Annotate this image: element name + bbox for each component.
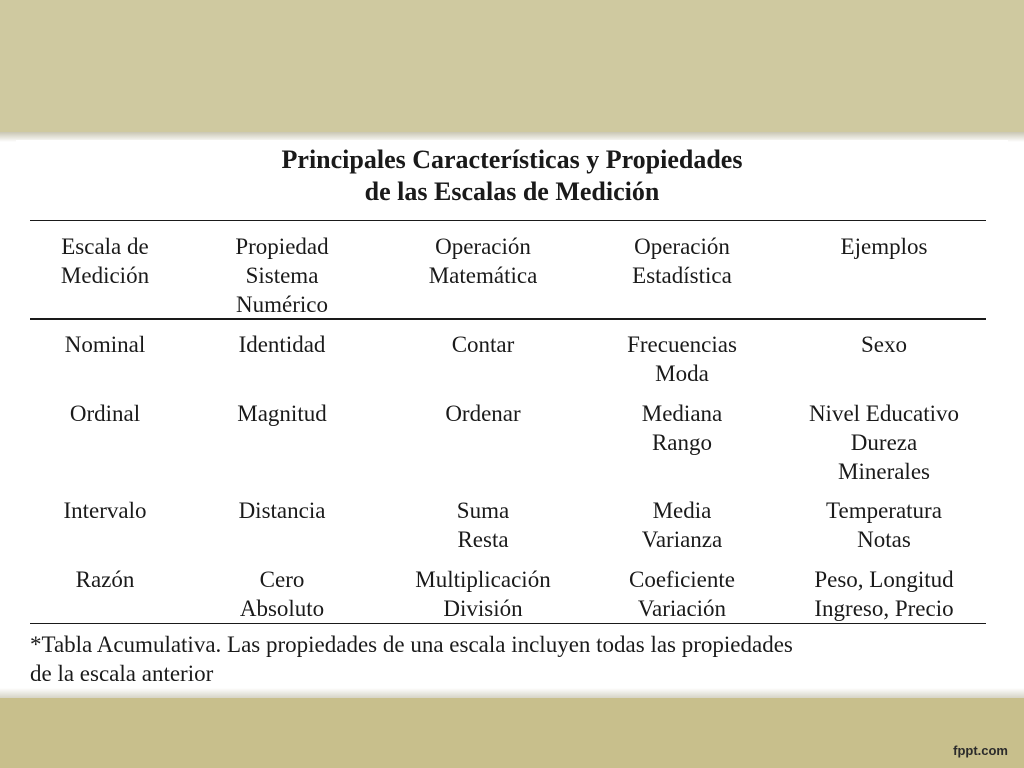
brand-watermark: fppt.com [953,743,1008,758]
header-operacion-estadistica: Operación Estadística [632,234,732,288]
title-line-2: de las Escalas de Medición [364,177,660,206]
table-header-row [30,232,986,319]
table-cell: Frecuencias Moda [627,332,737,386]
table-header-rule [30,318,986,320]
header-operacion-matematica: Operación Matemática [428,234,538,288]
title-line-1: Principales Características y Propiedades [281,145,743,174]
table-cell: Temperatura Notas [826,498,942,552]
table-cell: Ordenar [445,401,521,426]
table-cell: Coeficiente Variación [628,567,735,621]
table-cell: Nivel Educativo Dureza Minerales [808,401,960,484]
table-cell: Cero Absoluto [239,567,325,621]
table-bottom-rule [30,623,986,624]
slide-title [16,144,1008,208]
table-row [30,330,986,388]
bottom-decorative-band [0,698,1024,768]
table-cell: Intervalo [63,498,147,523]
table-cell: Ordinal [69,401,141,426]
table-row [30,565,986,623]
table-cell: Multiplicación División [415,567,551,621]
slide-content [16,140,1008,690]
top-decorative-band [0,0,1024,132]
header-ejemplos: Ejemplos [840,234,928,259]
table-top-rule [30,220,986,221]
table-cell: Mediana Rango [641,401,723,455]
table-cell: Nominal [64,332,146,357]
table-cell: Sexo [861,332,907,357]
header-propiedad: Propiedad Sistema Numérico [235,234,329,317]
table-footnote: *Tabla Acumulativa. Las propiedades de una escala incluyen todas las propiedades de la escala anterior [30,632,793,686]
header-escala: Escala de Medición [60,234,150,288]
table-cell: Suma Resta [456,498,510,552]
table-cell: Peso, Longitud Ingreso, Precio [814,567,954,621]
table-cell: Distancia [238,498,326,523]
table-cell: Identidad [238,332,326,357]
table-cell: Razón [75,567,135,592]
table-row [30,399,986,486]
table-cell: Magnitud [237,401,327,426]
table-cell: Contar [451,332,515,357]
table-cell: Media Varianza [641,498,723,552]
table-row [30,496,986,554]
